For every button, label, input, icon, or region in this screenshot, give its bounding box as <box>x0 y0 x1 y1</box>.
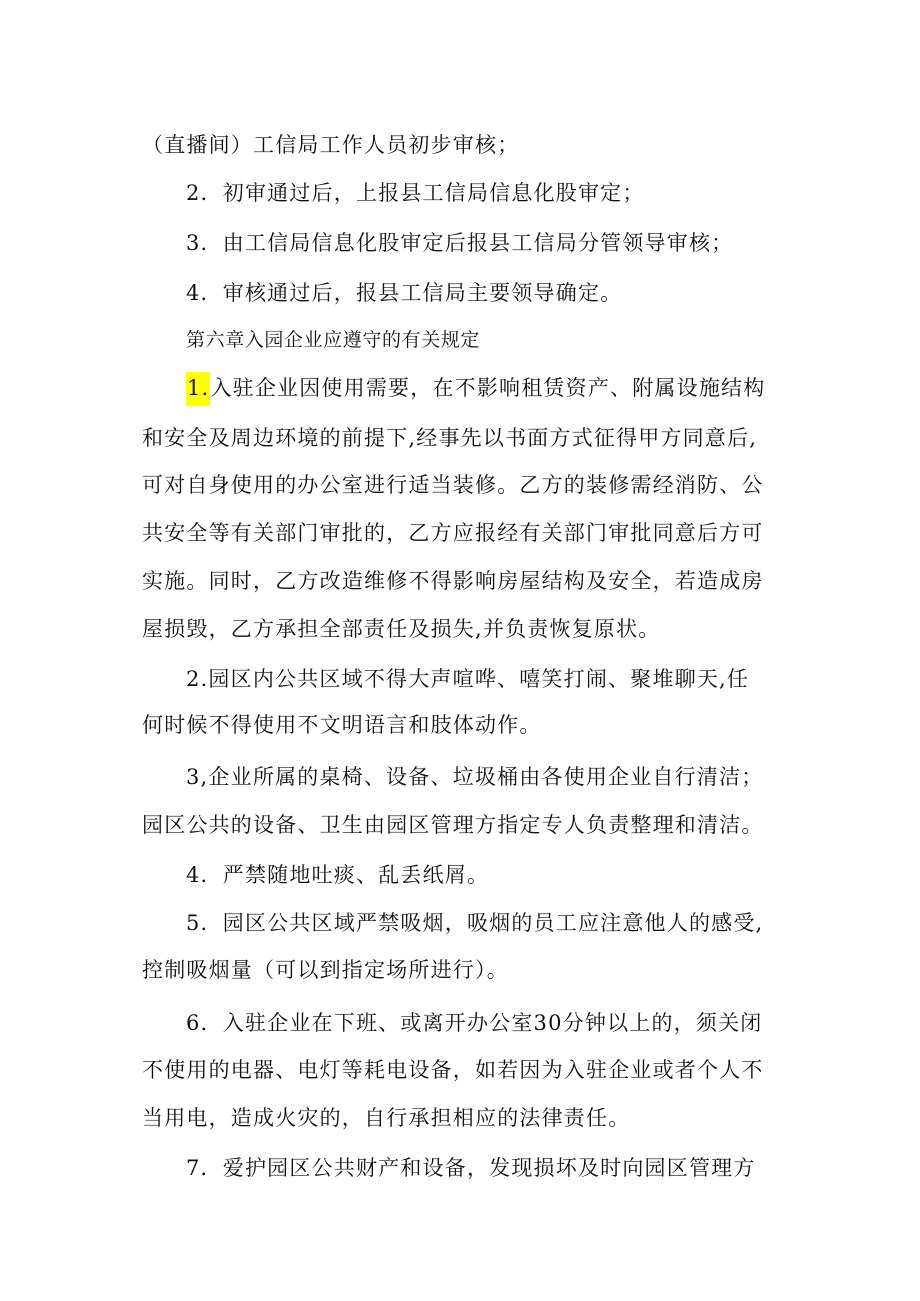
rule-4-line: 4．严禁随地吐痰、乱丢纸屑。 <box>186 863 490 887</box>
rule-5-line: 5．园区公共区域严禁吸烟，吸烟的员工应注意他人的感受, <box>186 911 764 935</box>
rule-2-line: 何时候不得使用不文明语言和肢体动作。 <box>142 713 542 737</box>
rule-6-line: 不使用的电器、电灯等耗电设备，如若因为入驻企业或者个人不 <box>142 1058 764 1082</box>
rule-1-line: 屋损毁，乙方承担全部责任及损失,并负责恢复原状。 <box>142 617 661 641</box>
paragraph-line: （直播间）工信局工作人员初步审核； <box>142 133 520 157</box>
rule-1-line: 可对自身使用的办公室进行适当装修。乙方的装修需经消防、公 <box>142 473 764 497</box>
rule-1-text: 入驻企业因使用需要，在不影响租赁资产、附属设施结构 <box>210 376 766 400</box>
rule-1-line: 共安全等有关部门审批的，乙方应报经有关部门审批同意后方可 <box>142 521 764 545</box>
list-item-2: 2．初审通过后，上报县工信局信息化股审定； <box>186 181 645 205</box>
rule-3-line: 园区公共的设备、卫生由园区管理方指定专人负责整理和清洁。 <box>142 813 764 837</box>
chapter-heading: 第六章入园企业应遵守的有关规定 <box>186 329 481 351</box>
rule-1-line <box>186 373 765 403</box>
list-item-4: 4．审核通过后，报县工信局主要领导确定。 <box>186 281 623 305</box>
rule-5-line: 控制吸烟量（可以到指定场所进行）。 <box>142 958 509 982</box>
rule-7-line: 7．爱护园区公共财产和设备，发现损坏及时向园区管理方 <box>186 1156 756 1180</box>
rule-1-line: 和安全及周边环境的前提下,经事先以书面方式征得甲方同意后, <box>142 426 758 450</box>
rule-3-line: 3,企业所属的桌椅、设备、垃圾桶由各使用企业自行清洁； <box>186 765 764 789</box>
rule-6-line: 6．入驻企业在下班、或离开办公室30分钟以上的，须关闭 <box>186 1011 763 1035</box>
highlighted-number: 1. <box>186 372 210 406</box>
list-item-3: 3．由工信局信息化股审定后报县工信局分管领导审核； <box>186 231 734 255</box>
rule-2-line: 2.园区内公共区域不得大声喧哗、嘻笑打闹、聚堆聊天,任 <box>186 667 750 691</box>
rule-6-line: 当用电，造成火灾的，自行承担相应的法律责任。 <box>142 1106 631 1130</box>
rule-1-line: 实施。同时，乙方改造维修不得影响房屋结构及安全，若造成房 <box>142 569 764 593</box>
